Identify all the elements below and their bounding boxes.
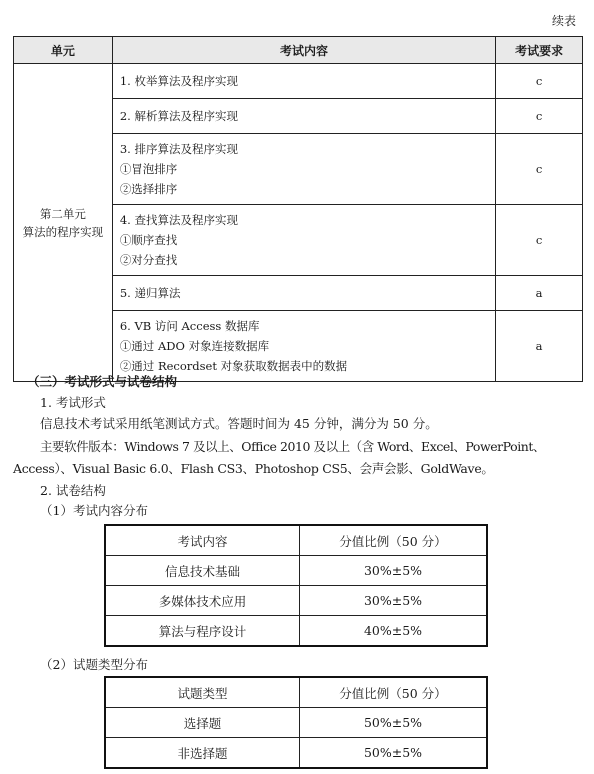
content-cell xyxy=(112,64,495,99)
content-line: 6. VB 访问 Access 数据库 xyxy=(119,319,260,333)
question-type-distribution-table xyxy=(104,676,488,769)
table-cell: 多媒体技术应用 xyxy=(105,586,300,616)
content-line: ②通过 Recordset 对象获取数据表中的数据 xyxy=(119,359,348,373)
table-cell: 选择题 xyxy=(105,708,300,738)
requirement-cell: c xyxy=(496,134,583,205)
unit-cell xyxy=(14,64,113,382)
content-line: ①通过 ADO 对象连接数据库 xyxy=(119,339,270,353)
table-cell: 30%±5% xyxy=(300,586,488,616)
section-heading: （三）考试形式与试卷结构 xyxy=(27,374,178,389)
content-line: ②选择排序 xyxy=(119,182,178,196)
requirement-cell: c xyxy=(496,205,583,276)
header-question-type: 试题类型 xyxy=(105,677,300,708)
header-unit: 单元 xyxy=(14,37,113,64)
exam-form-paragraph: 信息技术考试采用纸笔测试方式。答题时间为 45 分钟，满分为 50 分。 xyxy=(40,416,438,431)
content-line: 1. 枚举算法及程序实现 xyxy=(119,74,238,88)
table-cell: 30%±5% xyxy=(300,556,488,586)
header-requirement: 考试要求 xyxy=(496,37,583,64)
requirement-cell: c xyxy=(496,64,583,99)
header-exam-content: 考试内容 xyxy=(105,525,300,556)
content-line: 5. 递归算法 xyxy=(119,286,181,300)
content-line: 4. 查找算法及程序实现 xyxy=(119,213,238,227)
table-cell: 40%±5% xyxy=(300,616,488,647)
table-cell: 50%±5% xyxy=(300,708,488,738)
content-cell xyxy=(112,205,495,276)
table-row xyxy=(14,64,583,99)
requirement-cell: c xyxy=(496,99,583,134)
unit-name: 第二单元 xyxy=(39,206,86,221)
header-score-ratio: 分值比例（50 分） xyxy=(300,677,488,708)
paper-structure-heading: 2. 试卷结构 xyxy=(40,483,106,498)
continued-label: 续表 xyxy=(551,14,576,28)
table-header-row xyxy=(105,525,487,556)
requirement-cell: a xyxy=(496,311,583,382)
content-line: ②对分查找 xyxy=(119,253,178,267)
content-cell xyxy=(112,99,495,134)
content-line: ①冒泡排序 xyxy=(119,162,178,176)
table-header-row xyxy=(105,677,487,708)
exam-form-heading: 1. 考试形式 xyxy=(40,395,106,410)
table-cell: 非选择题 xyxy=(105,738,300,769)
content-cell xyxy=(112,311,495,382)
content-line: ①顺序查找 xyxy=(119,233,178,247)
content-cell xyxy=(112,276,495,311)
content-cell xyxy=(112,134,495,205)
table-row xyxy=(105,616,487,647)
table-row xyxy=(105,586,487,616)
table-cell: 算法与程序设计 xyxy=(105,616,300,647)
table-row xyxy=(105,708,487,738)
table-row xyxy=(105,556,487,586)
table-header-row xyxy=(14,37,583,64)
software-versions-line1: 主要软件版本：Windows 7 及以上、Office 2010 及以上（含 Word、Excel、PowerPoint、 xyxy=(40,439,545,454)
table-row xyxy=(105,738,487,769)
unit-topic: 算法的程序实现 xyxy=(22,224,104,239)
table-cell: 50%±5% xyxy=(300,738,488,769)
requirement-cell: a xyxy=(496,276,583,311)
software-versions-line2: Access）、Visual Basic 6.0、Flash CS3、Photoshop CS5、会声会影、GoldWave。 xyxy=(13,461,494,476)
content-line: 3. 排序算法及程序实现 xyxy=(119,142,238,156)
exam-content-table xyxy=(13,36,583,382)
content-distribution-title: （1）考试内容分布 xyxy=(40,503,148,518)
header-content: 考试内容 xyxy=(112,37,495,64)
content-line: 2. 解析算法及程序实现 xyxy=(119,109,238,123)
question-type-distribution-title: （2）试题类型分布 xyxy=(40,657,148,672)
content-distribution-table xyxy=(104,524,488,647)
table-cell: 信息技术基础 xyxy=(105,556,300,586)
header-score-ratio: 分值比例（50 分） xyxy=(300,525,488,556)
